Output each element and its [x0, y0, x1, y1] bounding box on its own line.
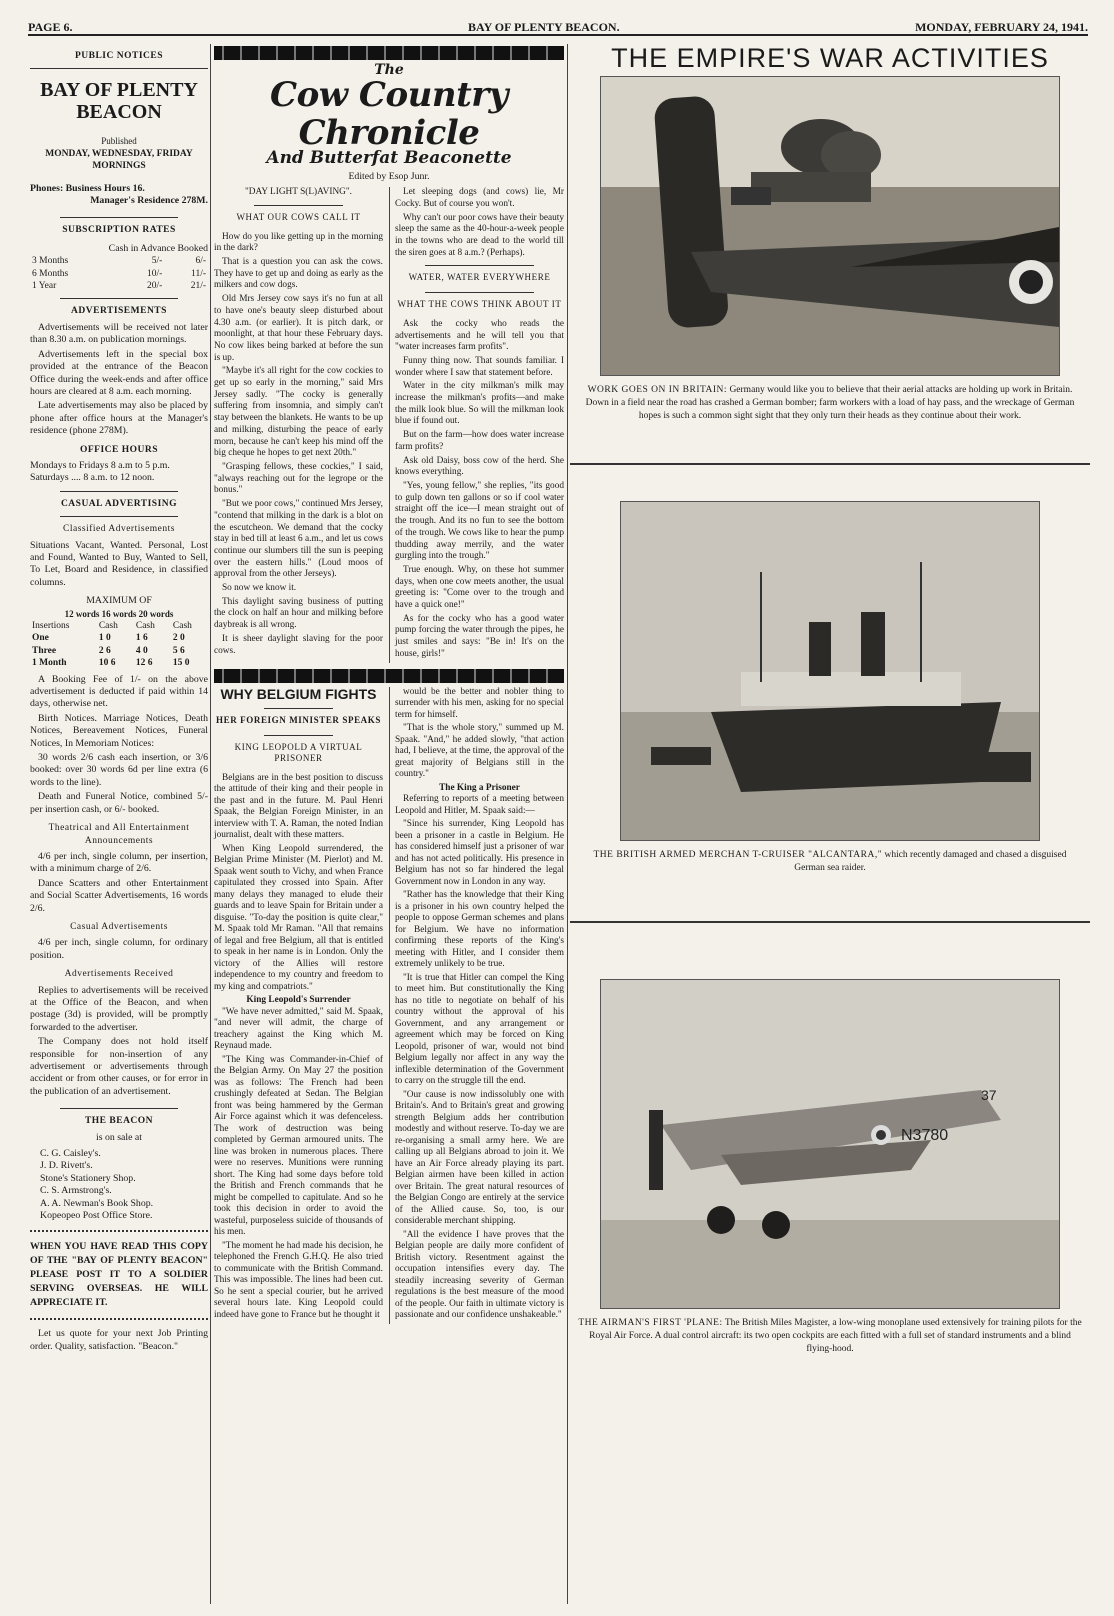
hours-saturday: Saturdays .... 8 a.m. to 12 noon. — [30, 472, 155, 484]
paragraph: 30 words 2/6 cash each insertion, or 3/6 booked: over 30 words 6d per line extra (6 words to the line). — [30, 752, 208, 788]
ornament-bar — [214, 46, 564, 60]
belgium-col-b — [389, 687, 564, 1324]
maximum-label: MAXIMUM OF — [86, 595, 152, 607]
paragraph: Ask the cocky who reads the advertisements and he will tell you that "water increases farm profits". — [395, 318, 564, 353]
cash-heading: Cash in Advance Booked — [108, 242, 208, 254]
paragraph: "The moment he had made his decision, he telephoned the French G.H.Q. He also tried to communicate with the British Command. This was impossible. The lines had been cut. So he sent a special courier, but he arrived several hours late. King Leopold could indeed have gone to France but he thought it — [214, 1240, 383, 1320]
paper-title: BAY OF PLENTY BEACON — [40, 79, 198, 124]
chronicle-editor: Edited by Esop Junr. — [348, 170, 430, 182]
paragraph: "Since his surrender, King Leopold has been a prisoner in a castle in Belgium. He has considered himself just a prisoner of war and has not acted politically. His presence in Belgium has not so far hindered the legal Government now in London in any way. — [395, 819, 564, 887]
paragraph: "Our cause is now indissolubly one with Britain's. And to Britain's great and growing strength Belgium adds her contribution modestly and without reserve. To-day we are re-organising a small army here. We are calling up all Belgians abroad to join it. We have an Air Force already playing its part. Belgian airmen have been killed in action over Britain. The great natural resources of the Belgian Congo are entirely at the service of the Allied cause. So, too, is our considerable merchant shipping. — [395, 1089, 564, 1227]
subheading: HER FOREIGN MINISTER SPEAKS — [216, 715, 381, 726]
paragraph: "But we poor cows," continued Mrs Jersey, "contend that milking in the dark is a blot on the escutcheon. We demand that the cocky stay in bed till at least 6 a.m., and let us cows continue our slumbers till the sun is peeping over the eastern hills." (Loud moos of approval from the other Jerseys). — [214, 499, 383, 580]
page-number: PAGE 6. — [28, 20, 73, 34]
paragraph: Dance Scatters and other Entertainment and Social Scatter Advertisements, 16 words 2/6. — [30, 877, 208, 914]
paragraph: "Yes, young fellow," she replies, "its good to gulp down ten gallons or so if cool water straight off the ice—I mean straight out of the trough. And its no fun to see the bottom of the trough. We cows like to hear the pump thudding away merrily, and the water gurgling into the trough." — [395, 480, 564, 562]
section-heading: PUBLIC NOTICES — [74, 51, 164, 61]
chronicle-col-b — [389, 187, 564, 662]
paragraph: True enough. Why, on these hot summer days, when one cow meets another, the usual greeting is: "Come over to the trough and have a quick one!" — [395, 564, 564, 611]
article-title: WHY BELGIUM FIGHTS — [220, 685, 377, 702]
subheading: WHAT THE COWS THINK ABOUT IT — [397, 299, 562, 310]
chronicle-col-a — [214, 187, 383, 662]
insertion-table: Insertions Cash Cash Cash One 1 0 1 6 2 0 Three 2 6 4 0 5 6 1 Month 10 6 12 6 15 0 — [32, 621, 192, 669]
caption-text: The British Miles Magister, a low-wing monoplane used extensively for training pilots for the Royal Air Force. A dual control aircraft: its two open cockpits are each fitted with a full set of standard instruments and a blind flying-hood. — [589, 1318, 1082, 1355]
paragraph: 4/6 per inch, single column, per insertion, with a minimum charge of 2/6. — [30, 850, 208, 875]
photo-bomber-hay — [600, 76, 1060, 376]
advertisements-heading: ADVERTISEMENTS — [71, 306, 167, 317]
chronicle-the: The — [374, 62, 404, 78]
daylight-heading: "DAY LIGHT S(L)AVING". — [244, 187, 352, 198]
paragraph: Death and Funeral Notice, combined 5/- per insertion cash, or 6/- booked. — [30, 791, 208, 815]
paragraph: Old Mrs Jersey cow says it's no fun at all to have one's beauty sleep disturbed about 4.30 a.m. (or earlier). It is pitch dark, or moonlight, at that hour these February days. No cow likes being barked at before the sun is up. — [214, 294, 383, 363]
paragraph: "The King was Commander-in-Chief of the Belgian Army. On May 27 the position was as follows: The French had been crushingly defeated at Sedan. The Belgian front was being hammered by the German Air Force against which it was defenceless. The work of destruction was being completed by German armoured units. The line was broken in numerous places. There were no reserves. Munitions were running short. The King had some days before told the British and French commands that he might be compelled to capitulate. And so he took this decision in order to avoid the wasteful, purposeless suicide of thousands of his men. — [214, 1054, 383, 1238]
paragraph: The Company does not hold itself responsible for non-insertion of any advertisement or advertisements through accident or from other causes, or for error in the publication of an advertisement. — [30, 1036, 208, 1097]
paragraph: "We have never admitted," said M. Spaak, "and never will admit, the charge of treachery against the King which M. Reynaud made. — [214, 1006, 383, 1052]
paragraph: Funny thing now. That sounds familiar. I wonder where I saw that statement before. — [395, 355, 564, 378]
paragraph: So now we know it. — [222, 583, 297, 594]
published-label: Published — [101, 136, 137, 147]
paragraph: Why can't our poor cows have their beauty sleep the same as the 40-hour-a-week people in the towns who are dead to the world till the siren goes at 8 a.m.? (Perhaps). — [395, 212, 564, 258]
paragraph: As for the cocky who has a good water pump forcing the water through the pipes, he just smiles and says: "Be in! It's on the house, girls!" — [395, 613, 564, 659]
paragraph: It is sheer daylight slaving for the poor cows. — [214, 633, 383, 656]
words-heading: 12 words 16 words 20 words — [64, 608, 174, 619]
paragraph: Birth Notices. Marriage Notices, Death Notices, Bereavement Notices, Funeral Notices, In Memoriam Notices: — [30, 712, 208, 749]
caption-alcantara — [578, 849, 1082, 875]
paragraph: Advertisements left in the special box provided at the entrance of the Beacon Office during the week-ends and after office hours are cleared at 8 a.m. each morning. — [30, 348, 208, 397]
empire-title: THE EMPIRE'S WAR ACTIVITIES — [611, 43, 1049, 73]
caption-lead: THE BRITISH ARMED MERCHAN T-CRUISER "ALCANTARA," — [593, 850, 883, 861]
photo-alcantara-ship — [620, 501, 1040, 841]
paragraph: "It is true that Hitler can compel the King to meet him. But constitutionally the King has no title to negotiate on behalf of his country without the approval of his Government, and any arrangement or agreement which may be forced on King Leopold, prisoner of war, would not bind Belgium legally nor affect in any way the inflexible determination of the Government to carry on the struggle till the end. — [395, 972, 564, 1087]
ornament-bar — [214, 669, 564, 683]
caption-lead: WORK GOES ON IN BRITAIN: — [587, 385, 728, 396]
print-advert: Let us quote for your next Job Printing order. Quality, satisfaction. "Beacon." — [30, 1328, 208, 1352]
paragraph: Situations Vacant, Wanted. Personal, Lost and Found, Wanted to Buy, Wanted to Sell, To Let, Board and Residence, in classified columns. — [30, 539, 208, 588]
subheading: King Leopold's Surrender — [246, 995, 351, 1006]
list-item: Stone's Stationery Shop. — [40, 1172, 136, 1184]
paragraph: "Grasping fellows, these cockies," I said, "always reaching out for the legrope or the bonus." — [214, 461, 383, 496]
list-item: C. S. Armstrong's. — [40, 1185, 112, 1197]
paragraph: "Maybe it's all right for the cow cockies to get up so early in the morning," said Mrs Jersey sadly. "The cocky is generally suffering from insomnia, and simply can't stay between the blankets. He wants to be up and milking, disturbing the peace of early morn, because he can't keep his mind off the big cheque he hopes to get next 20th." — [214, 366, 383, 459]
paragraph: When King Leopold surrendered, the Belgian Prime Minister (M. Pierlot) and M. Spaak went south to Vichy, and when France capitulated they crossed into Spain. After many delays they managed to elude their guards and to leave Spain for Britain under a disguise. "To-day the position is quite clear," M. Spaak told Mr Raman. "All that remains of legal and free Belgium, all that is entitled to speak in her name is in London. Only the victory of the Allies will restore independence to my country and freedom to my king and compatriots." — [214, 843, 383, 992]
list-item: C. G. Caisley's. — [40, 1148, 101, 1160]
theatrical-heading: Theatrical and All Entertainment Announcements — [48, 823, 190, 846]
column-rule — [210, 44, 211, 1604]
beacon-heading: THE BEACON — [84, 1116, 154, 1127]
office-hours-heading: OFFICE HOURS — [79, 444, 159, 455]
paragraph: 4/6 per inch, single column, for ordinary position. — [30, 937, 208, 961]
paragraph: Let sleeping dogs (and cows) lie, Mr Cocky. But of course you won't. — [395, 187, 564, 209]
paragraph: Ask old Daisy, boss cow of the herd. She knows everything. — [395, 455, 564, 478]
soldier-notice: WHEN YOU HAVE READ THIS COPY OF THE "BAY OF PLENTY BEACON" PLEASE POST IT TO A SOLDIER SERVING OVERSEAS. HE WILL APPRECIATE IT. — [30, 1241, 208, 1309]
subheading: WATER, WATER EVERYWHERE — [408, 272, 551, 283]
paragraph: Referring to reports of a meeting between Leopold and Hitler, M. Spaak said:— — [395, 794, 564, 816]
chronicle-subtitle: And Butterfat Beaconette — [266, 148, 512, 169]
paragraph: Replies to advertisements will be received at the Office of the Beacon, and when postage (3d) is provided, will be promptly forwarded to the advertiser. — [30, 984, 208, 1033]
classified-heading: Classified Advertisements — [63, 524, 175, 535]
caption-text: Germany would like you to believe that their aerial attacks are holding up work in Britain. Down in a field near the road has crashed a German bomber; farm workers with a load of hay pass, and the wreckage of German hopes is such a common sight sight that they only turn their heads as they continue about their work. — [585, 385, 1075, 422]
publication-days: MONDAY, WEDNESDAY, FRIDAY MORNINGS — [45, 148, 193, 172]
paragraph: A Booking Fee of 1/- on the above advertisement is deducted if paid within 14 days, otherwise net. — [30, 673, 208, 710]
received-heading: Advertisements Received — [64, 969, 174, 980]
issue-date: MONDAY, FEBRUARY 24, 1941. — [915, 20, 1088, 34]
caption-lead: THE AIRMAN'S FIRST 'PLANE: — [578, 1318, 723, 1329]
casual-heading: CASUAL ADVERTISING — [60, 498, 178, 509]
photo-miles-magister — [600, 979, 1060, 1309]
sellers-list — [30, 1148, 208, 1222]
paragraph: "That is the whole story," summed up M. Spaak. "And," he added slowly, "that action had, I believe, at the time, the approval of the great majority of Belgians still in the country." — [395, 723, 564, 780]
paragraph: How do you like getting up in the morning in the dark? — [214, 231, 383, 254]
paragraph: But on the farm—how does water increase farm profits? — [395, 430, 564, 452]
paragraph: would be the better and nobler thing to surrender with his men, asking for no special term for himself. — [395, 686, 564, 720]
subheading: The King a Prisoner — [439, 782, 520, 793]
paragraph: "Rather has the knowledge that their King is a prisoner in his own country helped the people to oppose German schemes and plans for Belgium. We have no information confirming these reports of the King's meeting with Hitler, and I consider them extremely unlikely to be true. — [395, 890, 564, 970]
paragraph: This daylight saving business of putting the clock on half an hour and milking before daybreak is all wrong. — [214, 596, 383, 631]
paper-name: BAY OF PLENTY BEACON. — [468, 20, 620, 34]
manager-phone: Manager's Residence 278M. — [90, 195, 208, 207]
empire-column — [570, 44, 1090, 1356]
on-sale-label: is on sale at — [96, 1131, 142, 1143]
public-notices-column — [30, 44, 208, 1355]
subscription-table: 3 Months 5/- 6/- 6 Months 10/- 11/- 1 Year 20/- 21/- — [32, 256, 206, 292]
paragraph: Belgians are in the best position to discuss the attitude of their king and their people in the past and in the future. M. Paul Henri Spaak, the Belgian Foreign Minister, in an interview with T. A. Raman, the noted Indian journalist, dealt with these matters. — [214, 772, 383, 841]
paragraph: Water in the city milkman's milk may increase the milkman's profits—and make the milk look blue. So will the milkman look blue if found out. — [395, 381, 564, 427]
paragraph: That is a question you can ask the cows. They have to get up and doing as early as the milkers and cow dogs. — [214, 257, 383, 291]
subheading: KING LEOPOLD A VIRTUAL PRISONER — [234, 741, 363, 764]
subscription-heading: SUBSCRIPTION RATES — [62, 225, 176, 236]
paragraph: "All the evidence I have proves that the Belgian people are daily more confident of British victory. Resentment against the occupation intensifies every day. The steadily increasing severity of German regulations is the best measure of the mood of the people. Our faith in ultimate victory is passionate and our confidence unshakeable." — [395, 1229, 564, 1321]
casual-ads-heading: Casual Advertisements — [70, 921, 168, 932]
subheading: WHAT OUR COWS CALL IT — [236, 211, 361, 222]
middle-column — [214, 44, 564, 1324]
list-item: A. A. Newman's Book Shop. — [40, 1197, 154, 1209]
chronicle-title: Cow Country Chronicle — [270, 75, 508, 154]
list-item: Kopeopeo Post Office Store. — [40, 1210, 153, 1222]
column-rule — [567, 44, 568, 1604]
masthead — [28, 18, 1088, 36]
caption-work-goes-on — [578, 384, 1082, 423]
phones: Phones: Business Hours 16. — [30, 182, 145, 194]
caption-text: which recently damaged and chased a disguised German sea raider. — [794, 850, 1067, 874]
list-item: J. D. Rivett's. — [40, 1160, 93, 1172]
belgium-col-a — [214, 687, 383, 1324]
paragraph: Advertisements will be received not later than 8.30 a.m. on publication mornings. — [30, 321, 208, 346]
aircraft-number: 37 — [981, 1087, 997, 1104]
caption-airman — [578, 1317, 1082, 1356]
hours-weekday: Mondays to Fridays 8 a.m to 5 p.m. — [30, 459, 170, 471]
aircraft-serial: N3780 — [901, 1127, 949, 1145]
paragraph: Late advertisements may also be placed by phone after office hours at the Manager's residence (phone 278M). — [30, 400, 208, 437]
